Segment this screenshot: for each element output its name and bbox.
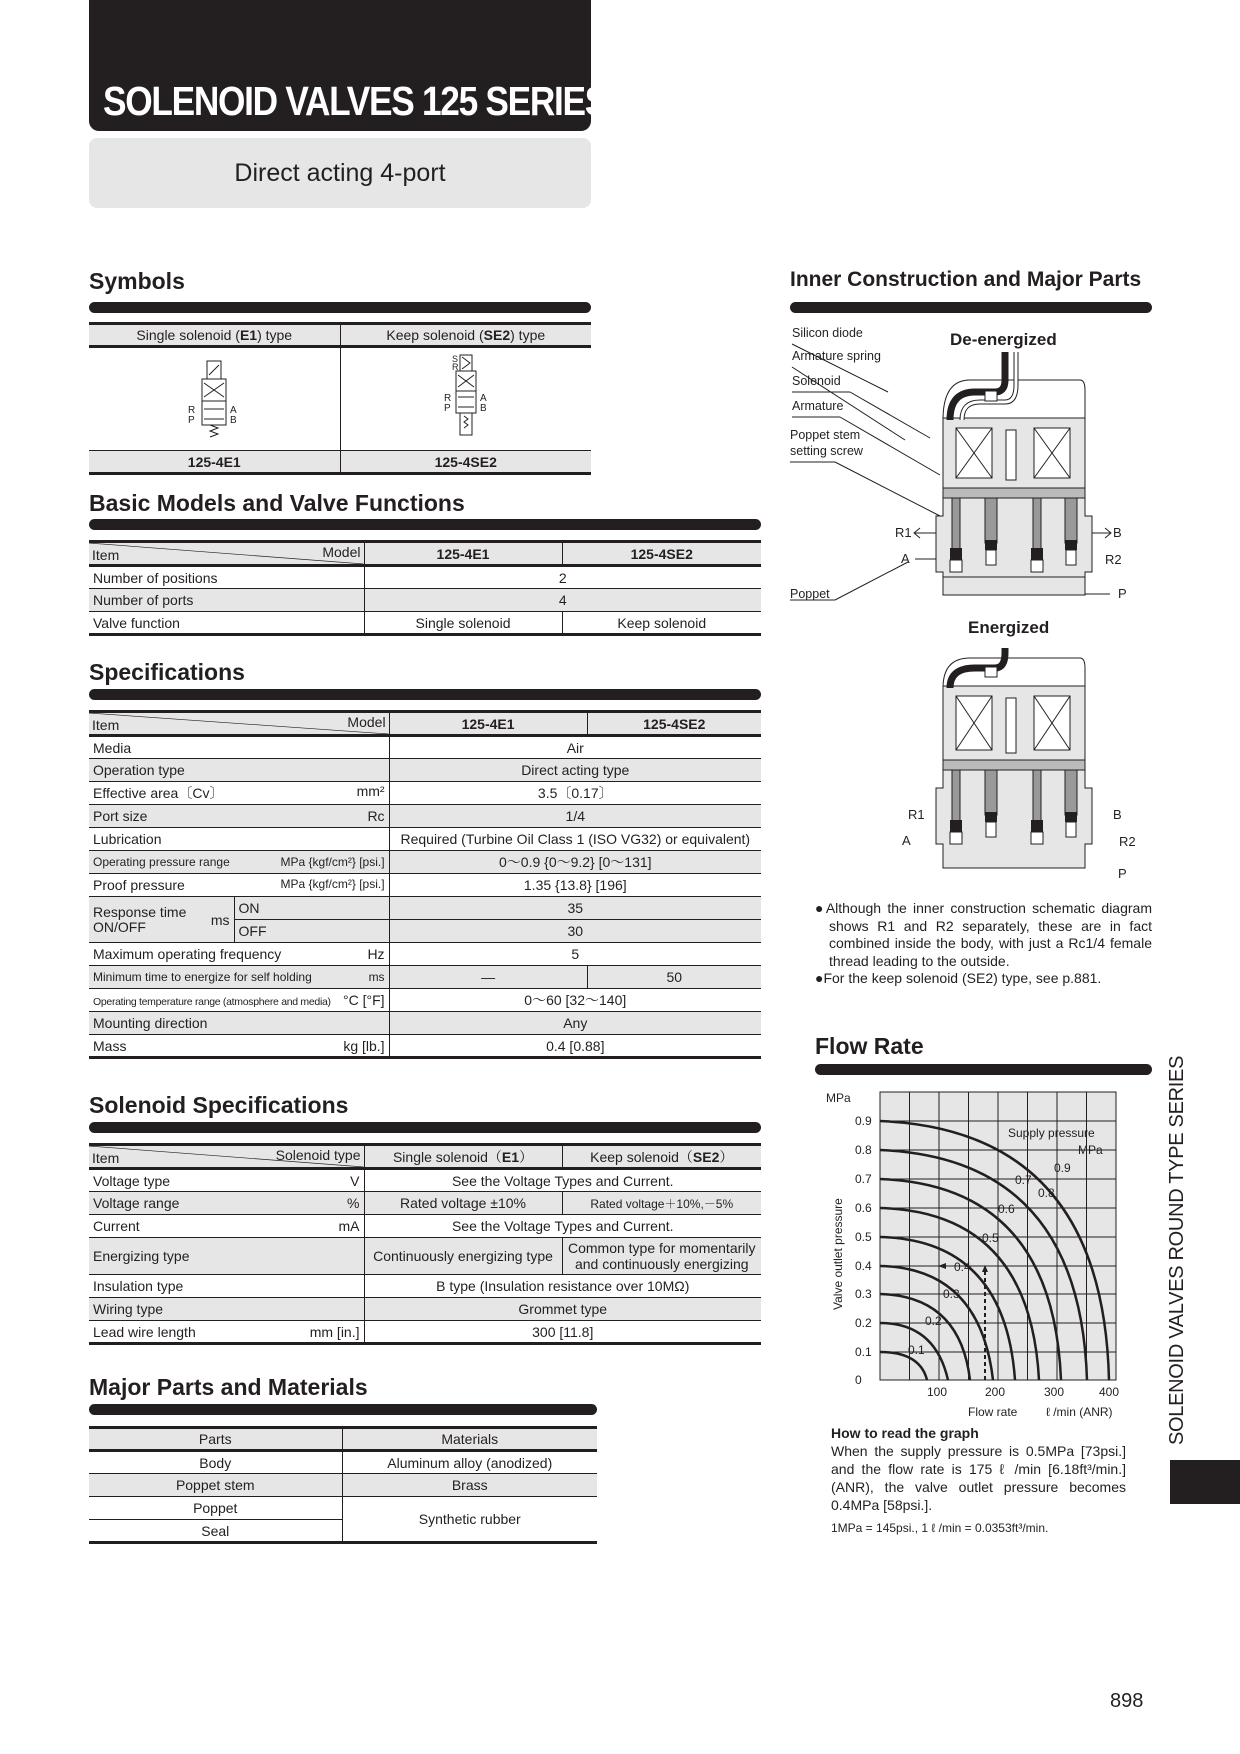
svg-text:B: B [479, 402, 487, 414]
svg-text:0.4: 0.4 [954, 1260, 971, 1274]
svg-text:A: A [902, 833, 911, 848]
svg-text:0.3: 0.3 [943, 1287, 960, 1301]
svg-text:R: R [443, 392, 451, 404]
svg-text:R2: R2 [1105, 552, 1122, 567]
symbol-col-e1: Single solenoid (E1) type [89, 324, 340, 347]
svg-text:Valve outlet pressure: Valve outlet pressure [831, 1198, 845, 1310]
svg-text:0.4: 0.4 [855, 1259, 872, 1273]
svg-text:R1: R1 [895, 525, 912, 540]
symbol-e1-cell [89, 347, 340, 451]
item-model-header: Item Model [89, 542, 364, 566]
symbols-title: Symbols [89, 268, 185, 294]
page-title: SOLENOID VALVES 125 SERIES [103, 78, 608, 124]
title-banner [89, 0, 608, 131]
svg-text:400: 400 [1099, 1385, 1120, 1399]
specifications-table: Item Model 125-4E1 125-4SE2 Media Air Operation type Direct acting type Effective area〔Cv〕 mm² 3.5〔0.17〕 Port size Rc 1/4 Lubrication Required (Turbine Oil Class 1 (ISO VG32) or equivalent) Operating pressure range MPa {kgf/cm²} [psi.] 0～0.9 {0～9.2} [0～131] Proof pressure MPa {kgf/cm²} [psi.] 1.35 {13.8} [196] Response time ms ON/OFF ON 35 OFF 30 Maximum operating frequency Hz 5 Minimum time to energize for self holding ms — 50 Operating temperature range (atmosphere and media) °C [°F] 0～60 [32～140] Mounting direction Any Mass kg [lb.] 0.4 [0.88] [89, 710, 761, 1059]
state-energized: Energized [968, 618, 1050, 637]
specifications-title: Specifications [89, 659, 245, 685]
svg-text:0.2: 0.2 [855, 1316, 872, 1330]
svg-text:ℓ /min (ANR): ℓ /min (ANR) [1046, 1405, 1113, 1419]
svg-text:0.9: 0.9 [855, 1114, 872, 1128]
parts-title: Major Parts and Materials [89, 1374, 368, 1400]
energized-diagram-icon [880, 648, 1140, 888]
svg-text:100: 100 [927, 1385, 948, 1399]
symbol-col-se2: Keep solenoid (SE2) type [340, 324, 591, 347]
section-bar [89, 689, 761, 700]
svg-text:0.9: 0.9 [1054, 1161, 1071, 1175]
model-header-e1: 125-4E1 [364, 542, 562, 566]
svg-text:R1: R1 [908, 807, 925, 822]
section-bar [815, 1064, 1152, 1075]
svg-text:B: B [1113, 807, 1122, 822]
solenoid-specs-table: Item Solenoid type Single solenoid（E1） Keep solenoid（SE2） Voltage type V See the Voltage Types and Current. Voltage range % Rated voltage ±10% Rated voltage＋10%,－5% Current mA See the Voltage Types and Current. Energizing type Continuously energizing type Common type for momentarily and continuously energizing Insulation type B type (Insulation resistance over 10MΩ) Wiring type Grommet type Lead wire length mm [in.] 300 [11.8] [89, 1143, 761, 1345]
svg-text:Flow rate: Flow rate [968, 1405, 1018, 1419]
svg-text:A: A [230, 404, 237, 416]
svg-text:B: B [1113, 525, 1122, 540]
item-type-header: Item Solenoid type [89, 1145, 364, 1169]
svg-text:0.6: 0.6 [998, 1202, 1015, 1216]
symbol-model-se2: 125-4SE2 [340, 451, 591, 474]
svg-text:P: P [1118, 586, 1127, 601]
item-model-header: Item Model [89, 712, 389, 736]
symbol-model-e1: 125-4E1 [89, 451, 340, 474]
side-series-label: SOLENOID VALVES ROUND TYPE SERIES [1166, 1055, 1188, 1445]
row-label: Number of ports [89, 589, 364, 612]
svg-text:0.7: 0.7 [1015, 1173, 1032, 1187]
svg-text:P: P [1118, 866, 1127, 881]
svg-text:0: 0 [855, 1373, 862, 1387]
construction-notes: ●Although the inner construction schematic diagram shows R1 and R2 separately, these are in fact combined inside the body, with just a Rc1/4 female thread leading to the outside. ●For the keep solenoid (SE2) type, see p.881. [815, 900, 1152, 986]
svg-text:300: 300 [1044, 1385, 1065, 1399]
section-bar [89, 302, 591, 313]
basic-models-title: Basic Models and Valve Functions [89, 490, 465, 516]
svg-text:P: P [443, 402, 451, 414]
svg-text:R: R [188, 404, 196, 416]
symbols-table [89, 322, 591, 475]
svg-text:0.8: 0.8 [855, 1143, 872, 1157]
model-header-se2: 125-4SE2 [562, 542, 761, 566]
svg-text:0.5: 0.5 [982, 1231, 999, 1245]
row-label: Number of positions [89, 566, 364, 589]
svg-text:R2: R2 [1119, 834, 1136, 849]
parts-table: Parts Materials Body Aluminum alloy (anodized) Poppet stem Brass Poppet Synthetic rubber Seal [89, 1426, 597, 1544]
svg-text:0.2: 0.2 [925, 1314, 942, 1328]
svg-text:0.1: 0.1 [855, 1345, 872, 1359]
svg-text:P: P [188, 414, 195, 426]
svg-text:R: R [451, 361, 459, 372]
svg-text:B: B [230, 414, 237, 426]
construction-title: Inner Construction and Major Parts [790, 268, 1142, 291]
page-number: 898 [1110, 1690, 1144, 1712]
svg-text:A: A [901, 551, 910, 566]
svg-text:Supply pressure: Supply pressure [1008, 1126, 1095, 1140]
svg-text:S: S [451, 353, 458, 364]
svg-text:MPa: MPa [826, 1091, 851, 1105]
svg-text:0.5: 0.5 [855, 1230, 872, 1244]
de-energized-diagram-icon [780, 330, 1160, 620]
section-bar [790, 302, 1152, 313]
keep-solenoid-valve-symbol-icon [426, 353, 506, 443]
svg-text:0.3: 0.3 [855, 1287, 872, 1301]
page-subtitle: Direct acting 4-port [234, 158, 446, 187]
section-bar [89, 1122, 761, 1133]
graph-reading-note: How to read the graph When the supply pressure is 0.5MPa [73psi.] and the flow rate is 175 ℓ /min [6.18ft³/min.] (ANR), the valve outlet pressure becomes 0.4MPa [58psi.]. [831, 1425, 1126, 1513]
row-label: Valve function [89, 612, 364, 635]
section-bar [89, 519, 761, 530]
svg-text:0.8: 0.8 [1038, 1186, 1055, 1200]
flow-rate-chart [810, 1080, 1140, 1420]
solenoid-specs-title: Solenoid Specifications [89, 1092, 349, 1118]
svg-text:MPa: MPa [1078, 1143, 1103, 1157]
svg-text:200: 200 [985, 1385, 1006, 1399]
svg-text:A: A [479, 392, 487, 404]
symbol-se2-cell [340, 347, 591, 451]
flow-rate-title: Flow Rate [815, 1033, 924, 1059]
basic-models-table: Item Model 125-4E1 125-4SE2 Number of positions 2 Number of ports 4 Valve function Single solenoid Keep solenoid [89, 540, 761, 636]
side-tab-marker [1170, 1460, 1240, 1504]
section-bar [89, 1404, 597, 1415]
unit-conversion-note: 1MPa = 145psi., 1 ℓ /min = 0.0353ft³/min. [831, 1521, 1049, 1535]
single-solenoid-valve-symbol-icon [174, 353, 254, 443]
subtitle-banner [89, 138, 591, 208]
state-de-energized: De-energized [950, 330, 1057, 349]
svg-text:0.7: 0.7 [855, 1172, 872, 1186]
svg-text:0.6: 0.6 [855, 1201, 872, 1215]
svg-text:0.1: 0.1 [908, 1343, 925, 1357]
